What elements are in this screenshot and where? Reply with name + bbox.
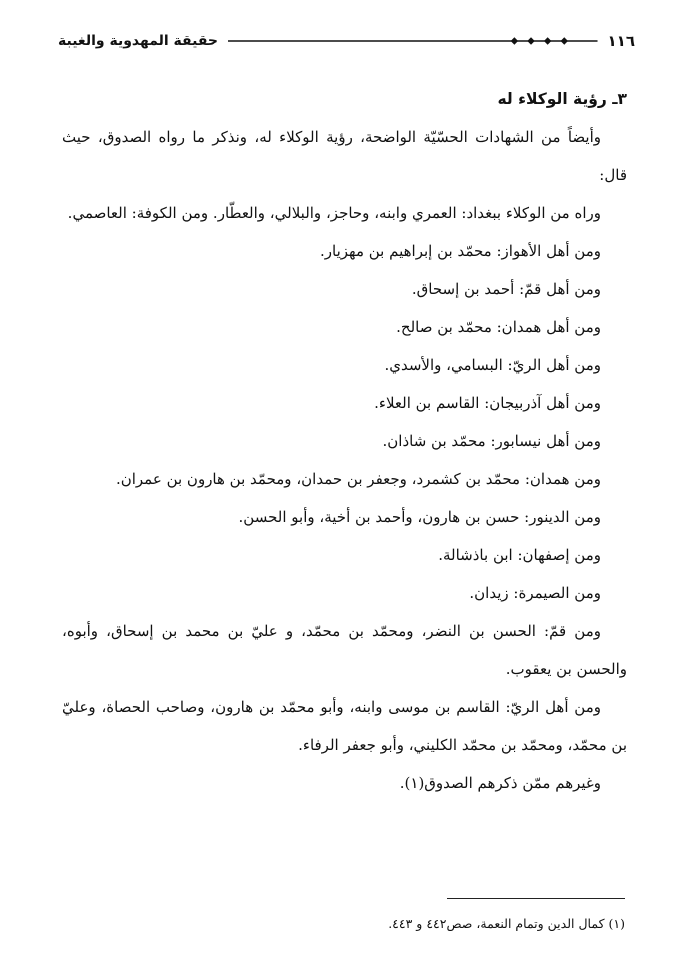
paragraph: ومن أهل همدان: محمّد بن صالح.: [396, 318, 601, 336]
paragraph: ومن أهل الأهواز: محمّد بن إبراهيم بن مهزيار.: [320, 242, 601, 260]
main-text: [62, 80, 627, 802]
paragraph: وراه من الوكلاء ببغداد: العمري وابنه، وحاجز، والبلالي، والعطّار. ومن الكوفة: العاصمي.: [67, 204, 601, 222]
paragraph: ومن أهل قمّ: أحمد بن إسحاق.: [411, 280, 601, 298]
paragraph: ومن الصيمرة: زيدان.: [469, 584, 601, 602]
paragraph: ومن أهل الريّ: القاسم بن موسى وابنه، وأبو محمّد بن هارون، وصاحب الحصاة، وعليّ بن محمّد، ومحمّد بن محمّد الكليني، وأبو جعفر الرفاء.: [62, 698, 627, 754]
paragraph: ومن الدينور: حسن بن هارون، وأحمد بن أخية، وأبو الحسن.: [238, 508, 601, 526]
paragraph: وأيضاً من الشهادات الحسّيّة الواضحة، رؤية الوكلاء له، ونذكر ما رواه الصدوق، حيث قال:: [62, 128, 627, 184]
header-ornament-line: [228, 35, 598, 47]
paragraph: ومن قمّ: الحسن بن النضر، ومحمّد بن محمّد، و عليّ بن محمد بن إسحاق، وأبوه، والحسن بن يعقوب.: [62, 622, 627, 678]
paragraph: ومن أهل آذربيجان: القاسم بن العلاء.: [374, 394, 601, 412]
page-header: [58, 30, 635, 52]
section-title: ٣ـ رؤية الوكلاء له: [497, 90, 627, 108]
page-number: ١١٦: [607, 32, 635, 50]
paragraph: وغيرهم ممّن ذكرهم الصدوق(١).: [399, 774, 601, 792]
ornament-line-graphic: [228, 35, 598, 47]
paragraph: ومن أهل نيسابور: محمّد بن شاذان.: [382, 432, 601, 450]
footnote: (١) كمال الدين وتمام النعمة، صص٤٤٢ و ٤٤٣.: [388, 916, 625, 931]
footnote-separator: [447, 898, 625, 899]
running-title: حقيقة المهدوية والغيبة: [58, 33, 218, 49]
paragraph: ومن همدان: محمّد بن كشمرد، وجعفر بن حمدان، ومحمّد بن هارون بن عمران.: [115, 470, 601, 488]
paragraph: ومن أهل الريّ: البسامي، والأسدي.: [384, 356, 601, 374]
paragraph: ومن إصفهان: ابن باذشالة.: [438, 546, 601, 564]
